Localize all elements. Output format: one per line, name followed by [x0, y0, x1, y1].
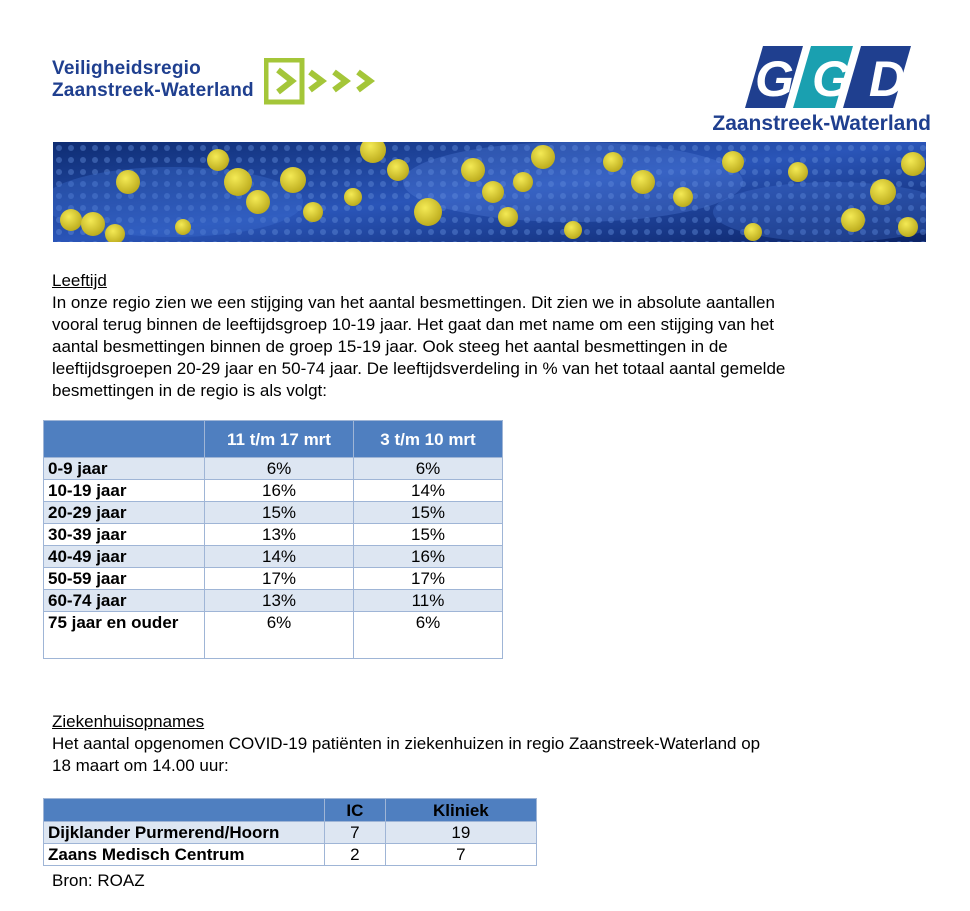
section-age-heading: Leeftijd [52, 271, 107, 290]
veiligheidsregio-logo-line1: Veiligheidsregio [52, 58, 201, 79]
table-cell: 13% [205, 524, 354, 546]
section-age-line: aantal besmettingen binnen de groep 15-19 jaar. Ook steeg het aantal besmettingen in de [52, 337, 728, 356]
table-header-cell: 3 t/m 10 mrt [354, 421, 503, 458]
age-group-label: 75 jaar en ouder [44, 612, 205, 659]
section-hospital-line: Het aantal opgenomen COVID-19 patiënten in ziekenhuizen in regio Zaanstreek-Waterland op [52, 734, 761, 753]
virus-banner-image [53, 142, 926, 242]
section-age-line: vooral terug binnen de leeftijdsgroep 10-19 jaar. Het gaat dan met name om een stijging van het [52, 315, 775, 334]
veiligheidsregio-logo-text [52, 58, 254, 102]
table-row [44, 458, 503, 480]
table-row [44, 612, 503, 659]
ggd-logo [656, 46, 931, 141]
age-group-label: 0-9 jaar [44, 458, 205, 480]
hospital-name: Dijklander Purmerend/Hoorn [44, 822, 325, 844]
table-cell: 6% [354, 458, 503, 480]
veiligheidsregio-logo [52, 58, 382, 108]
table-row [44, 524, 503, 546]
table-cell: 14% [354, 480, 503, 502]
section-age [52, 270, 932, 402]
veiligheidsregio-logo-line2: Zaanstreek-Waterland [52, 80, 254, 101]
table-cell: 15% [354, 502, 503, 524]
table-cell: 6% [205, 458, 354, 480]
table-cell: 15% [205, 502, 354, 524]
section-hospital-heading: Ziekenhuisopnames [52, 712, 205, 731]
table-cell: 15% [354, 524, 503, 546]
table-row [44, 502, 503, 524]
table-header-cell: 11 t/m 17 mrt [205, 421, 354, 458]
table-cell: 19 [385, 822, 536, 844]
table-header-cell [44, 421, 205, 458]
age-group-label: 30-39 jaar [44, 524, 205, 546]
age-group-label: 10-19 jaar [44, 480, 205, 502]
section-age-line: besmettingen in de regio is als volgt: [52, 381, 327, 400]
table-cell: 7 [325, 822, 386, 844]
source-note: Bron: ROAZ [52, 871, 145, 890]
hospital-admissions-table [43, 798, 537, 866]
ggd-logo-letters: GGD [755, 51, 905, 107]
table-cell: 7 [385, 844, 536, 866]
age-group-label: 20-29 jaar [44, 502, 205, 524]
table-row [44, 590, 503, 612]
section-age-line: In onze regio zien we een stijging van het aantal besmettingen. Dit zien we in absolute aantallen [52, 293, 775, 312]
table-cell: 13% [205, 590, 354, 612]
ggd-logo-mark [743, 46, 923, 108]
ggd-logo-subtitle: Zaanstreek-Waterland [712, 112, 931, 135]
arrows-icon [264, 58, 389, 106]
age-group-label: 40-49 jaar [44, 546, 205, 568]
table-cell: 6% [354, 612, 503, 659]
section-age-line: leeftijdsgroepen 20-29 jaar en 50-74 jaar. De leeftijdsverdeling in % van het totaal aantal gemelde [52, 359, 786, 378]
table-cell: 11% [354, 590, 503, 612]
hospital-name: Zaans Medisch Centrum [44, 844, 325, 866]
table-row [44, 844, 537, 866]
table-header-cell [44, 799, 325, 822]
table-cell: 17% [354, 568, 503, 590]
age-distribution-table [43, 420, 503, 659]
table-cell: 17% [205, 568, 354, 590]
table-cell: 6% [205, 612, 354, 659]
table-header-cell: IC [325, 799, 386, 822]
age-group-label: 60-74 jaar [44, 590, 205, 612]
table-row [44, 568, 503, 590]
table-header-cell: Kliniek [385, 799, 536, 822]
table-row [44, 480, 503, 502]
table-row [44, 546, 503, 568]
table-cell: 16% [205, 480, 354, 502]
section-hospital [52, 711, 932, 777]
table-cell: 16% [354, 546, 503, 568]
table-row [44, 822, 537, 844]
age-group-label: 50-59 jaar [44, 568, 205, 590]
table-cell: 2 [325, 844, 386, 866]
section-hospital-line: 18 maart om 14.00 uur: [52, 756, 229, 775]
table-header-row [44, 421, 503, 458]
table-header-row [44, 799, 537, 822]
table-cell: 14% [205, 546, 354, 568]
